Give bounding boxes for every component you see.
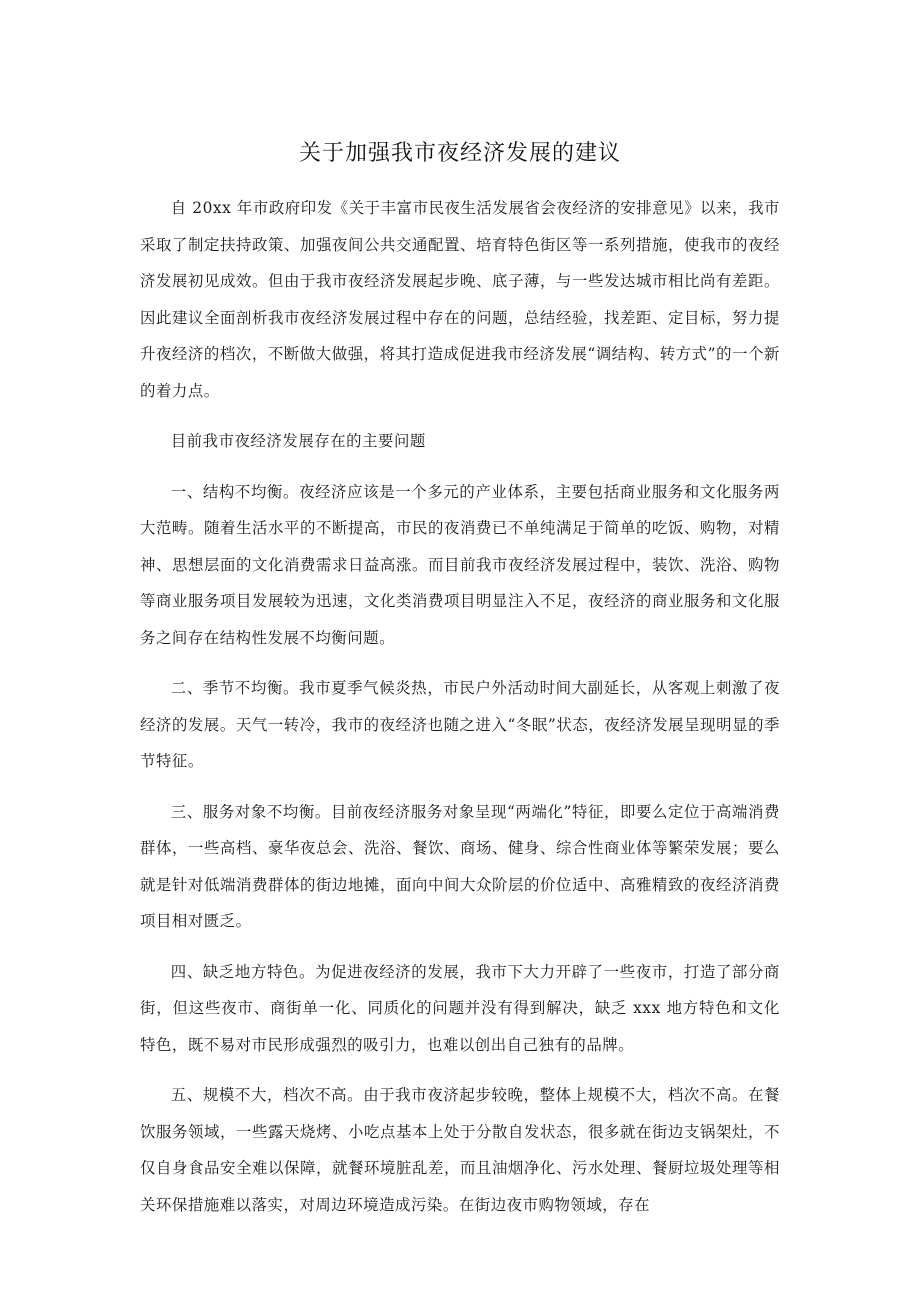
paragraph-intro: 自 20xx 年市政府印发《关于丰富市民夜生活发展省会夜经济的安排意见》以来，我市采取了制定扶持政策、加强夜间公共交通配置、培育特色街区等一系列措施，使我市的夜经济发展初见成效。但由于我市夜经济发展起步晚、底子薄，与一些发达城市相比尚有差距。因此建议全面剖析我市夜经济发展过程中存在的问题，总结经验，找差距、定目标，努力提升夜经济的档次，不断做大做强，将其打造成促进我市经济发展“调结构、转方式”的一个新的着力点。 — [140, 199, 780, 400]
paragraph-small-scale-low-grade: 五、规模不大，档次不高。由于我市夜济起步较晚，整体上规模不大，档次不高。在餐饮服务领域，一些露天烧烤、小吃点基本上处于分散自发状态，很多就在街边支锅架灶，不仅自身食品安全难以保障，就餐环境脏乱差，而且油烟净化、污水处理、餐厨垃圾处理等相关环保措施难以落实，对周边环境造成污染。在街边夜市购物领域，存在 — [140, 1086, 780, 1214]
paragraph-season-imbalance: 二、季节不均衡。我市夏季气候炎热，市民户外活动时间大副延长，从客观上刺激了夜经济的发展。天气一转冷，我市的夜经济也随之进入“冬眠”状态，夜经济发展呈现明显的季节特征。 — [140, 679, 780, 770]
section-heading-main-problems: 目前我市夜经济发展存在的主要问题 — [170, 432, 426, 450]
paragraph-lack-local-features: 四、缺乏地方特色。为促进夜经济的发展，我市下大力开辟了一些夜市，打造了部分商街，但这些夜市、商街单一化、同质化的问题并没有得到解决，缺乏 xxx 地方特色和文化特色，既不易对市民形成强烈的吸引力，也难以创出自己独有的品牌。 — [140, 962, 780, 1054]
paragraph-audience-imbalance: 三、服务对象不均衡。目前夜经济服务对象呈现“两端化”特征，即要么定位于高端消费群体，一些高档、豪华夜总会、洗浴、餐饮、商场、健身、综合性商业体等繁荣发展；要么就是针对低端消费群体的街边地摊，面向中间大众阶层的价位适中、高雅精致的夜经济消费项目相对匮乏。 — [140, 802, 780, 930]
paragraph-structure-imbalance: 一、结构不均衡。夜经济应该是一个多元的产业体系，主要包括商业服务和文化服务两大范畴。随着生活水平的不断提高，市民的夜消费已不单纯满足于简单的吃饭、购物，对精神、思想层面的文化消费需求日益高涨。而目前我市夜经济发展过程中，装饮、洗浴、购物等商业服务项目发展较为迅速，文化类消费项目明显注入不足，夜经济的商业服务和文化服务之间存在结构性发展不均衡问题。 — [140, 482, 780, 647]
document-body — [140, 190, 780, 1237]
document-title: 关于加强我市夜经济发展的建议 — [298, 141, 621, 166]
